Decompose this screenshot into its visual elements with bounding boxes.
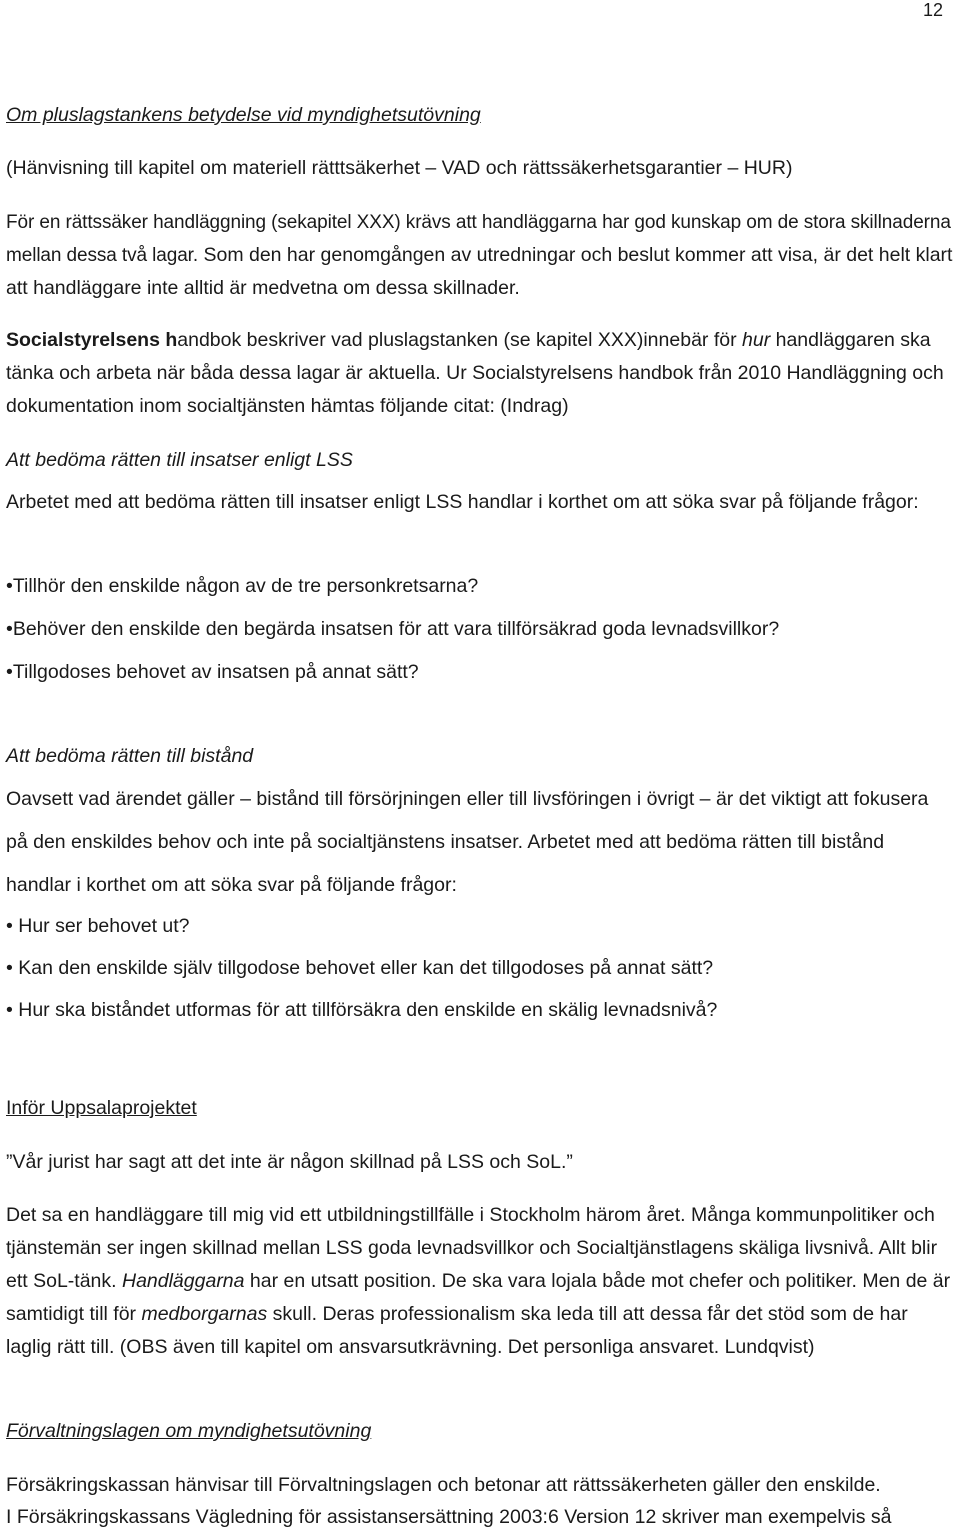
list-item: •Tillgodoses behovet av insatsen på annat sätt? xyxy=(6,661,419,683)
paragraph-text: Det sa en handläggare till mig vid ett utbildningstillfälle i Stockholm härom året. Många kommunpolitiker och tjänstemän ser ingen skillnad mellan LSS goda levnadsvillkor och Socialtjänstlagens skäliga livsnivå. Allt blir ett SoL-tänk. xyxy=(6,1204,938,1292)
bistand-paragraph: Oavsett vad ärendet gäller – bistånd till försörjningen eller till livsföringen i övrigt – är det viktigt att fokusera på den enskildes behov och inte på socialtjänstens insatser. Arbetet med att bedöma rätten till bistånd handlar i korthet om att söka svar på följande frågor: xyxy=(6,788,929,896)
list-item: • Kan den enskilde själv tillgodose behovet eller kan det tillgodoses på annat sätt? xyxy=(6,957,714,979)
paragraph-text: andbok beskriver vad pluslagstanken (se kapitel XXX)innebär för xyxy=(177,329,742,351)
paragraph xyxy=(6,1199,954,1364)
italic-text: medborgarnas xyxy=(141,1303,268,1325)
section-heading: Förvaltningslagen om myndighetsutövning xyxy=(6,1420,372,1442)
section-heading: Inför Uppsalaprojektet xyxy=(6,1097,197,1119)
paragraph-text: handläggaren ska tänka och arbeta när båda dessa lagar är aktuella. Ur Socialstyrelsens handbok från 2010 Handläggning och dokumentation inom socialtjänsten hämtas följande citat: (Indrag) xyxy=(6,329,944,417)
paragraph-text: Som den har genomgången av utredningar och beslut kommer att visa, är det helt klart att handläggare inte alltid är medvetna om dessa skillnader. xyxy=(6,244,953,299)
lss-paragraph: Arbetet med att bedöma rätten till insatser enligt LSS handlar i korthet om att söka svar på följande frågor: xyxy=(6,491,919,513)
page-number: 12 xyxy=(922,0,943,20)
paragraph xyxy=(6,206,954,305)
quote: ”Vår jurist har sagt att det inte är någon skillnad på LSS och SoL.” xyxy=(6,1151,573,1173)
paragraph-text: har en utsatt position. De ska vara lojala både mot chefer och politiker. Men de är samtidigt till för xyxy=(6,1270,951,1325)
section-heading: Om pluslagstankens betydelse vid myndighetsutövning xyxy=(6,104,481,126)
list-item: •Tillhör den enskilde någon av de tre personkretsarna? xyxy=(6,575,479,597)
list-item: • Hur ser behovet ut? xyxy=(6,915,190,937)
paragraph: I Försäkringskassans Vägledning för assistansersättning 2003:6 Version 12 skriver man exempelvis så xyxy=(6,1506,892,1528)
paragraph: Försäkringskassan hänvisar till Förvaltningslagen och betonar att rättssäkerheten gäller den enskilde. xyxy=(6,1474,881,1496)
list-item: •Behöver den enskilde den begärda insatsen för att vara tillförsäkrad goda levnadsvillkor? xyxy=(6,618,780,640)
subheading-bistand: Att bedöma rätten till bistånd xyxy=(6,745,254,767)
paragraph xyxy=(6,324,954,423)
reference-line: (Hänvisning till kapitel om materiell rätttsäkerhet – VAD och rättssäkerhetsgarantier – HUR) xyxy=(6,157,793,179)
bold-text: Socialstyrelsens h xyxy=(6,329,178,351)
italic-text: hur xyxy=(742,329,771,351)
paragraph-text: skull. Deras professionalism ska leda till att dessa får det stöd som de har laglig rätt till. (OBS även till kapitel om ansvarsutkrävning. Det personliga ansvaret. Lundqvist) xyxy=(6,1303,908,1358)
paragraph-text: För en rättssäker handläggning (sekapitel XXX) krävs att handläggarna har god kunskap om de stora skillnaderna mellan dessa två lagar. xyxy=(6,212,951,266)
subheading-lss: Att bedöma rätten till insatser enligt LSS xyxy=(6,449,353,471)
italic-text: Handläggarna xyxy=(121,1270,245,1292)
list-item: • Hur ska biståndet utformas för att tillförsäkra den enskilde en skälig levnadsnivå? xyxy=(6,999,718,1021)
